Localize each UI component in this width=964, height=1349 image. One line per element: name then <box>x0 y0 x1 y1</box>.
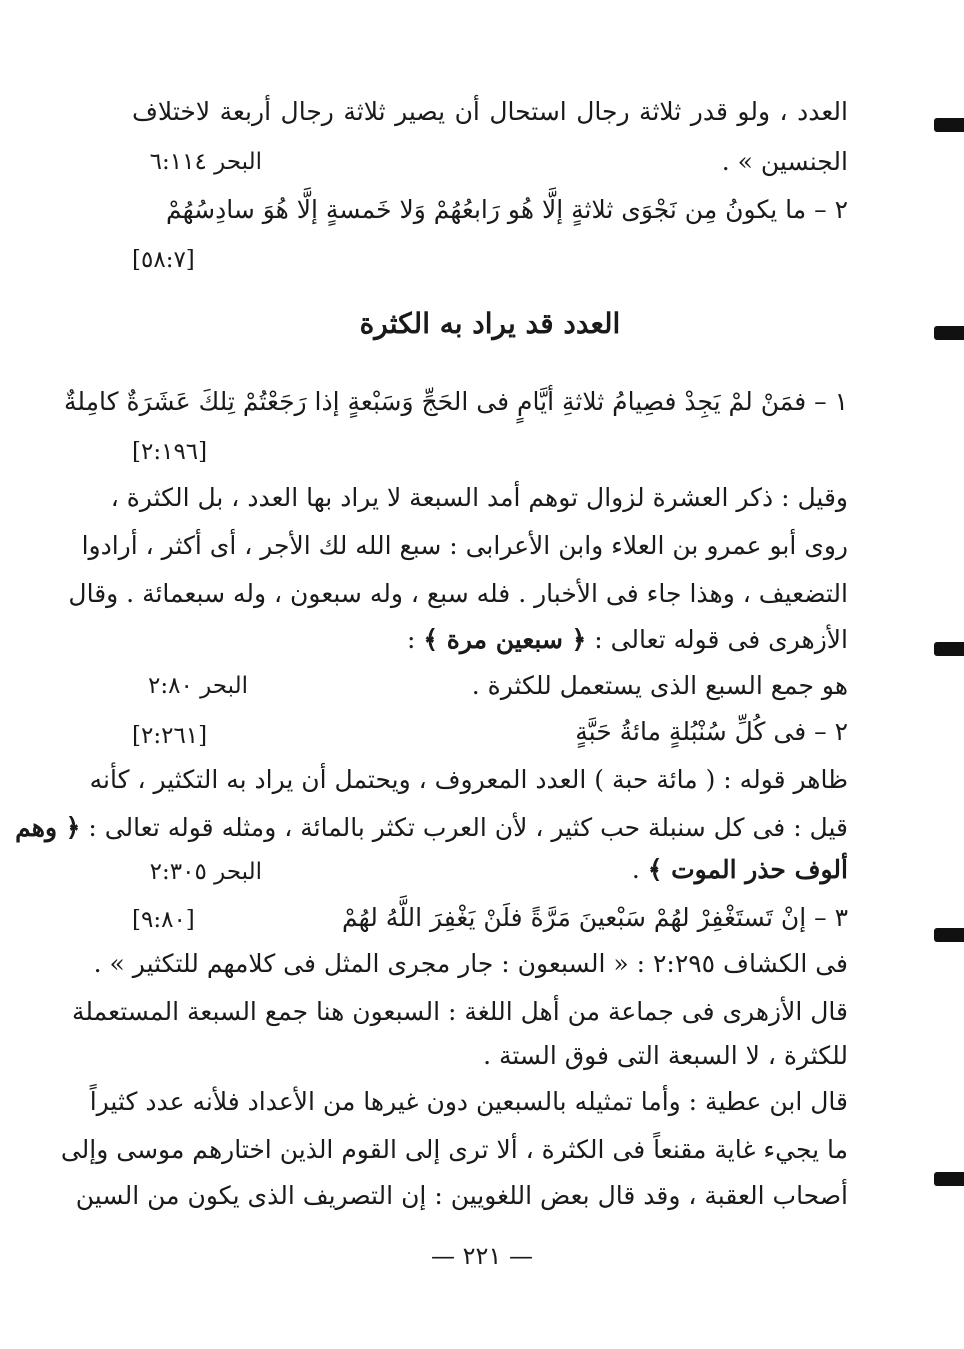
verse-reference: [٢:١٩٦] <box>132 439 208 465</box>
text-line: ظاهر قوله : ( مائة حبة ) العدد المعروف ، ويحتمل أن يراد به التكثير ، كأنه <box>89 765 848 794</box>
text-line: وقيل : ذكر العشرة لزوال توهم أمد السبعة لا يراد بها العدد ، بل الكثرة ، <box>110 483 848 512</box>
text-line: الجنسين » . <box>721 147 848 176</box>
text-segment: . <box>631 855 640 884</box>
margin-mark <box>934 1172 964 1186</box>
text-segment: قيل : فى كل سنبلة حب كثير ، لأن العرب تكثر بالمائة ، ومثله قوله تعالى : <box>88 813 848 842</box>
margin-mark <box>934 118 964 132</box>
quran-verse: ٢ – ما يكونُ مِن نَجْوَى ثلاثةٍ إلَّا هُو رَابعُهُمْ وَلا خَمسةٍ إلَّا هُوَ سادِسُهُمْ <box>165 195 848 224</box>
verse-reference: [٥٨:٧] <box>132 247 195 273</box>
quran-verse: ٢ – فى كُلِّ سُنْبُلةٍ مائةُ حَبَّةٍ <box>575 717 848 746</box>
quran-verse: ١ – فمَنْ لمْ يَجِدْ فصِيامُ ثلاثةِ أيَّامٍ فى الحَجِّ وَسَبْعةٍ إذا رَجَعْتُمْ تِلكَ عَشَرَةٌ كامِلةٌ <box>63 387 848 416</box>
text-line: العدد ، ولو قدر ثلاثة رجال استحال أن يصير ثلاثة رجال أربعة لاختلاف <box>132 97 848 126</box>
source-reference: البحر ٢:٨٠ <box>148 673 248 699</box>
text-line <box>132 620 848 660</box>
text-line: فى الكشاف ٢:٢٩٥ : « السبعون : جار مجرى المثل فى كلامهم للتكثير » . <box>93 949 848 978</box>
quran-verse: ٣ – إنْ تَستَغْفِرْ لهُمْ سَبْعينَ مَرَّةً فلَنْ يَغْفِرَ اللَّهُ لهُمْ <box>342 903 848 932</box>
text-line: قال ابن عطية : وأما تمثيله بالسبعين دون غيرها من الأعداد فلأنه عدد كثيراً <box>89 1087 848 1116</box>
source-reference: البحر ٦:١١٤ <box>149 149 262 175</box>
quoted-verse: ﴿ وهم <box>15 813 81 842</box>
text-segment: الأزهرى فى قوله تعالى : <box>594 625 848 654</box>
text-line: هو جمع السبع الذى يستعمل للكثرة . <box>471 671 848 700</box>
text-line: ما يجيء غاية مقنعاً فى الكثرة ، ألا ترى إلى القوم الذين اختارهم موسى وإلى <box>60 1135 848 1164</box>
quoted-verse: ألوف حذر الموت ﴾ <box>647 855 848 884</box>
text-line: التضعيف ، وهذا جاء فى الأخبار . فله سبع ، وله سبعون ، وله سبعمائة . وقال <box>68 579 848 608</box>
text-line: أصحاب العقبة ، وقد قال بعض اللغويين : إن التصريف الذى يكون من السين <box>75 1181 848 1210</box>
verse-reference: [٩:٨٠] <box>132 907 195 933</box>
source-reference: البحر ٢:٣٠٥ <box>149 859 262 885</box>
text-segment: : <box>407 625 416 654</box>
text-line: للكثرة ، لا السبعة التى فوق الستة . <box>483 1041 848 1070</box>
text-line <box>15 808 848 848</box>
text-line: قال الأزهرى فى جماعة من أهل اللغة : السبعون هنا جمع السبعة المستعملة <box>72 997 848 1026</box>
margin-mark <box>934 928 964 942</box>
page-number: — ٢٢١ — <box>431 1242 533 1270</box>
section-heading: العدد قد يراد به الكثرة <box>359 307 621 340</box>
quoted-verse: ﴿ سبعين مرة ﴾ <box>423 625 587 654</box>
text-line: روى أبو عمرو بن العلاء وابن الأعرابى : سبع الله لك الأجر ، أى أكثر ، أرادوا <box>81 531 848 560</box>
verse-reference: [٢:٢٦١] <box>132 723 208 749</box>
margin-mark <box>934 326 964 340</box>
margin-mark <box>934 642 964 656</box>
